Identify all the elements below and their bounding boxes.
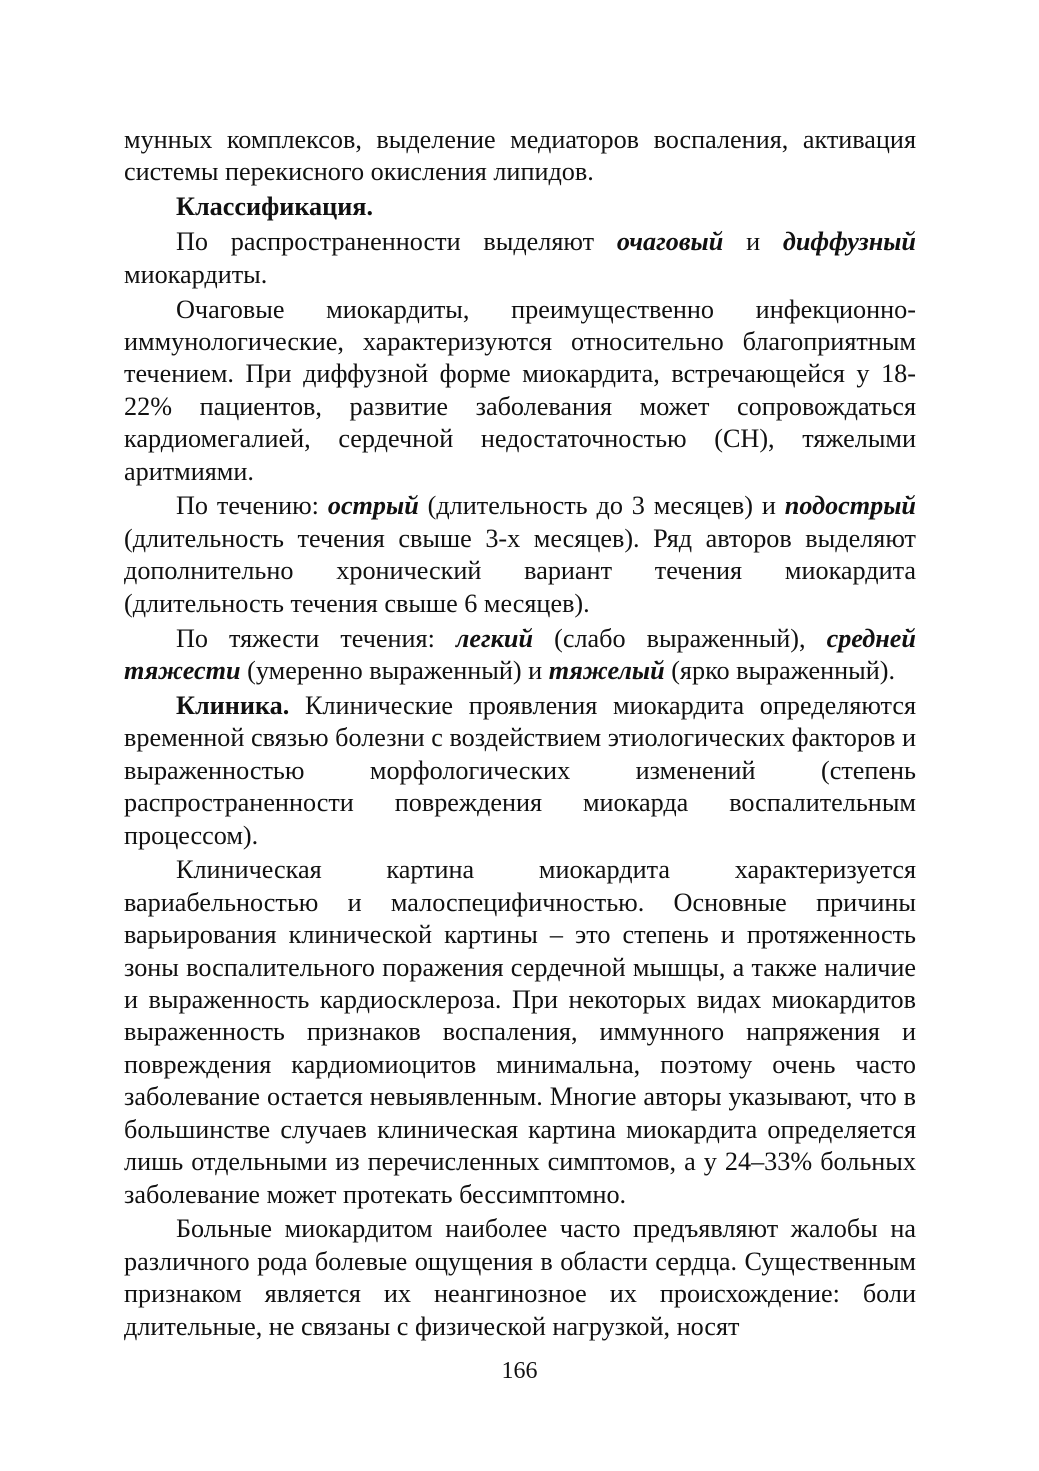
paragraph-focal-myocarditis: Очаговые миокардиты, преимущественно инфекционно-иммунологические, характеризуются относительно благоприятным течением. При диффузной форме миокардита, встречающейся у 18-22% пациентов, развитие заболевания может сопровождаться кардиомегалией, сердечной недостаточностью (СН), тяжелыми аритмиями. — [124, 294, 916, 486]
paragraph-clinic: Клиника. Клинические проявления миокардита определяются временной связью болезни с воздействием этиологических факторов и выраженностью морфологических изменений (степень распространенности повреждения миокарда воспалительным процессом). — [124, 690, 916, 850]
term-subacute: подострый — [784, 491, 916, 521]
paragraph-course: По течению: острый (длительность до 3 месяцев) и подострый (длительность течения свыше 3-х месяцев). Ряд авторов выделяют дополнительно хронический вариант течения миокардита (длительность течения свыше 6 месяцев). — [124, 491, 916, 618]
term-diffuse: диффузный — [782, 227, 916, 257]
paragraph-continuation: мунных комплексов, выделение медиаторов воспаления, активация системы перекисного окисления липидов. — [124, 125, 916, 187]
paragraph-clinical-picture: Клиническая картина миокардита характеризуется вариабельностью и малоспецифичностью. Основные причины варьирования клинической картины – это степень и протяженность зоны воспалительного поражения сердечной мышцы, а также наличие и выраженность кардиосклероза. При некоторых видах миокардитов выраженность признаков воспаления, иммунного напряжения и повреждения кардиомиоцитов минимальна, поэтому очень часто заболевание остается невыявленным. Многие авторы указывают, что в большинстве случаев клиническая картина миокардита определяется лишь отдельными из перечисленных симптомов, а у 24–33% больных заболевание может протекать бессимптомно. — [124, 855, 916, 1209]
term-severe: тяжелый — [548, 656, 665, 685]
page-number: 166 — [501, 1358, 538, 1384]
section-heading-clinic: Клиника. — [176, 690, 290, 720]
paragraph-prevalence: По распространенности выделяют очаговый и диффузный миокардиты. — [124, 227, 916, 289]
term-mild: легкий — [455, 623, 534, 653]
term-acute: острый — [327, 491, 419, 521]
body-text — [124, 124, 916, 1346]
term-moderate: средней тяжести — [124, 623, 916, 685]
section-heading-classification: Классификация. — [176, 192, 373, 222]
paragraph-severity: По тяжести течения: легкий (слабо выраженный), средней тяжести (умеренно выраженный) и тяжелый (ярко выраженный). — [124, 623, 916, 685]
term-focal: очаговый — [616, 227, 724, 257]
paragraph-complaints: Больные миокардитом наиболее часто предъявляют жалобы на различного рода болевые ощущения в области сердца. Существенным признаком является их неангинозное их происхождение: боли длительные, не связаны с физической нагрузкой, носят — [124, 1214, 916, 1341]
